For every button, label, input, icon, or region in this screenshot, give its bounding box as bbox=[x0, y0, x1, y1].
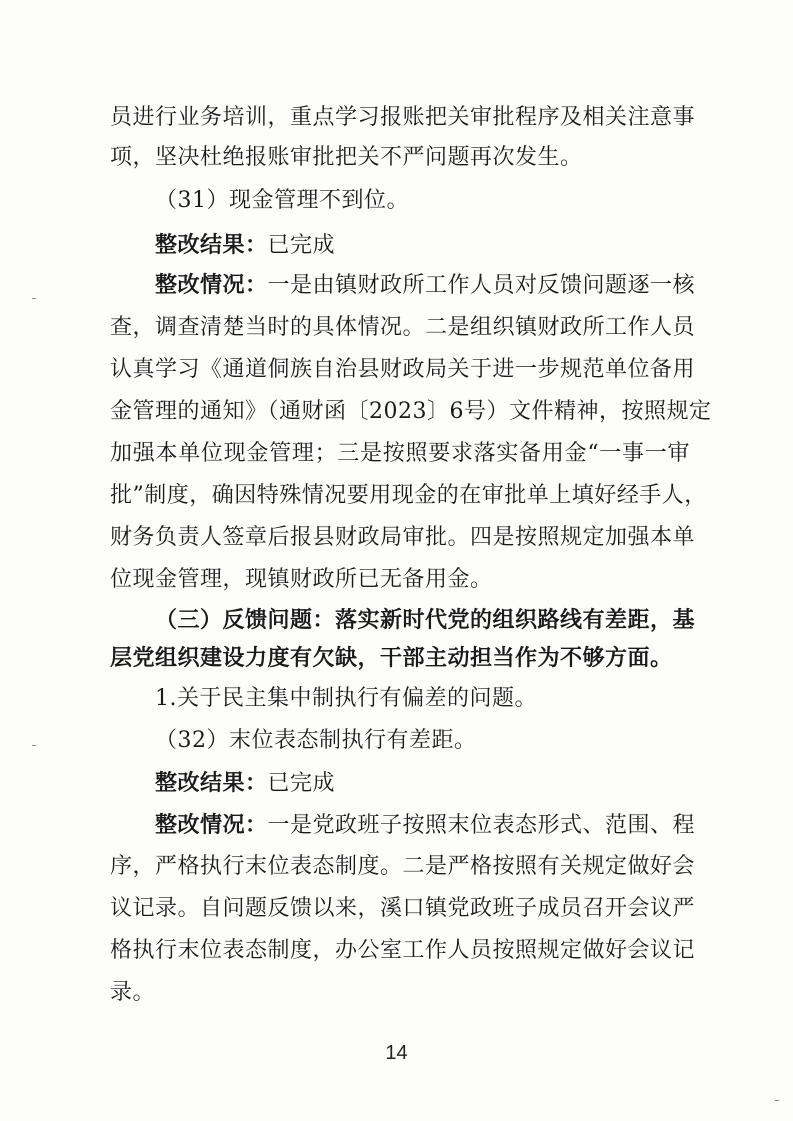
paragraph-line: 录。 bbox=[110, 980, 156, 1005]
scan-mark bbox=[32, 298, 36, 299]
page-number: 14 bbox=[385, 1042, 408, 1064]
situation-label: 整改情况： bbox=[155, 812, 268, 838]
situation-text: 一是由镇财政所工作人员对反馈问题逐一核 bbox=[267, 273, 696, 298]
scan-mark bbox=[775, 1100, 779, 1101]
result-value: 已完成 bbox=[267, 233, 336, 258]
paragraph-line: 批”制度，确因特殊情况要用现金的在审批单上填好经手人， bbox=[110, 483, 707, 508]
paragraph-line: 位现金管理，现镇财政所已无备用金。 bbox=[110, 567, 493, 592]
situation-label: 整改情况： bbox=[155, 272, 268, 298]
situation-text: 一是党政班子按照末位表态形式、范围、程 bbox=[267, 813, 696, 838]
result-value: 已完成 bbox=[267, 771, 336, 796]
section-heading-cont: 层党组织建设力度有欠缺，干部主动担当作为不够方面。 bbox=[110, 645, 673, 671]
paragraph-line: 员进行业务培训，重点学习报账把关审批程序及相关注意事 bbox=[110, 105, 696, 130]
scan-mark bbox=[32, 745, 36, 746]
paragraph-line: 金管理的通知》（通财函〔2023〕6号）文件精神，按照规定 bbox=[110, 399, 712, 424]
paragraph-line: 查，调查清楚当时的具体情况。二是组织镇财政所工作人员 bbox=[110, 315, 696, 340]
result-line bbox=[155, 768, 690, 799]
paragraph-line: 加强本单位现金管理；三是按照要求落实备用金“一事一审 bbox=[110, 441, 690, 466]
item-heading: （32）末位表态制执行有差距。 bbox=[155, 728, 477, 753]
item-heading: （31）现金管理不到位。 bbox=[155, 188, 409, 213]
result-label: 整改结果： bbox=[155, 770, 268, 796]
result-label: 整改结果： bbox=[155, 232, 268, 258]
paragraph-line: 议记录。自问题反馈以来，溪口镇党政班子成员召开会议严 bbox=[110, 896, 696, 921]
paragraph-line: 财务负责人签章后报县财政局审批。四是按照规定加强本单 bbox=[110, 525, 696, 550]
paragraph-line: 项，坚决杜绝报账审批把关不严问题再次发生。 bbox=[110, 145, 583, 170]
paragraph-line: 认真学习《通道侗族自治县财政局关于进一步规范单位备用 bbox=[110, 357, 696, 382]
paragraph-line: 格执行末位表态制度，办公室工作人员按照规定做好会议记 bbox=[110, 938, 696, 963]
paragraph-line: 序，严格执行末位表态制度。二是严格按照有关规定做好会 bbox=[110, 854, 696, 879]
situation-line bbox=[155, 270, 696, 301]
result-line bbox=[155, 230, 690, 261]
subsection-heading: 1.关于民主集中制执行有偏差的问题。 bbox=[155, 686, 537, 711]
section-heading: （三）反馈问题：落实新时代党的组织路线有差距，基 bbox=[155, 607, 696, 633]
situation-line bbox=[155, 810, 696, 841]
